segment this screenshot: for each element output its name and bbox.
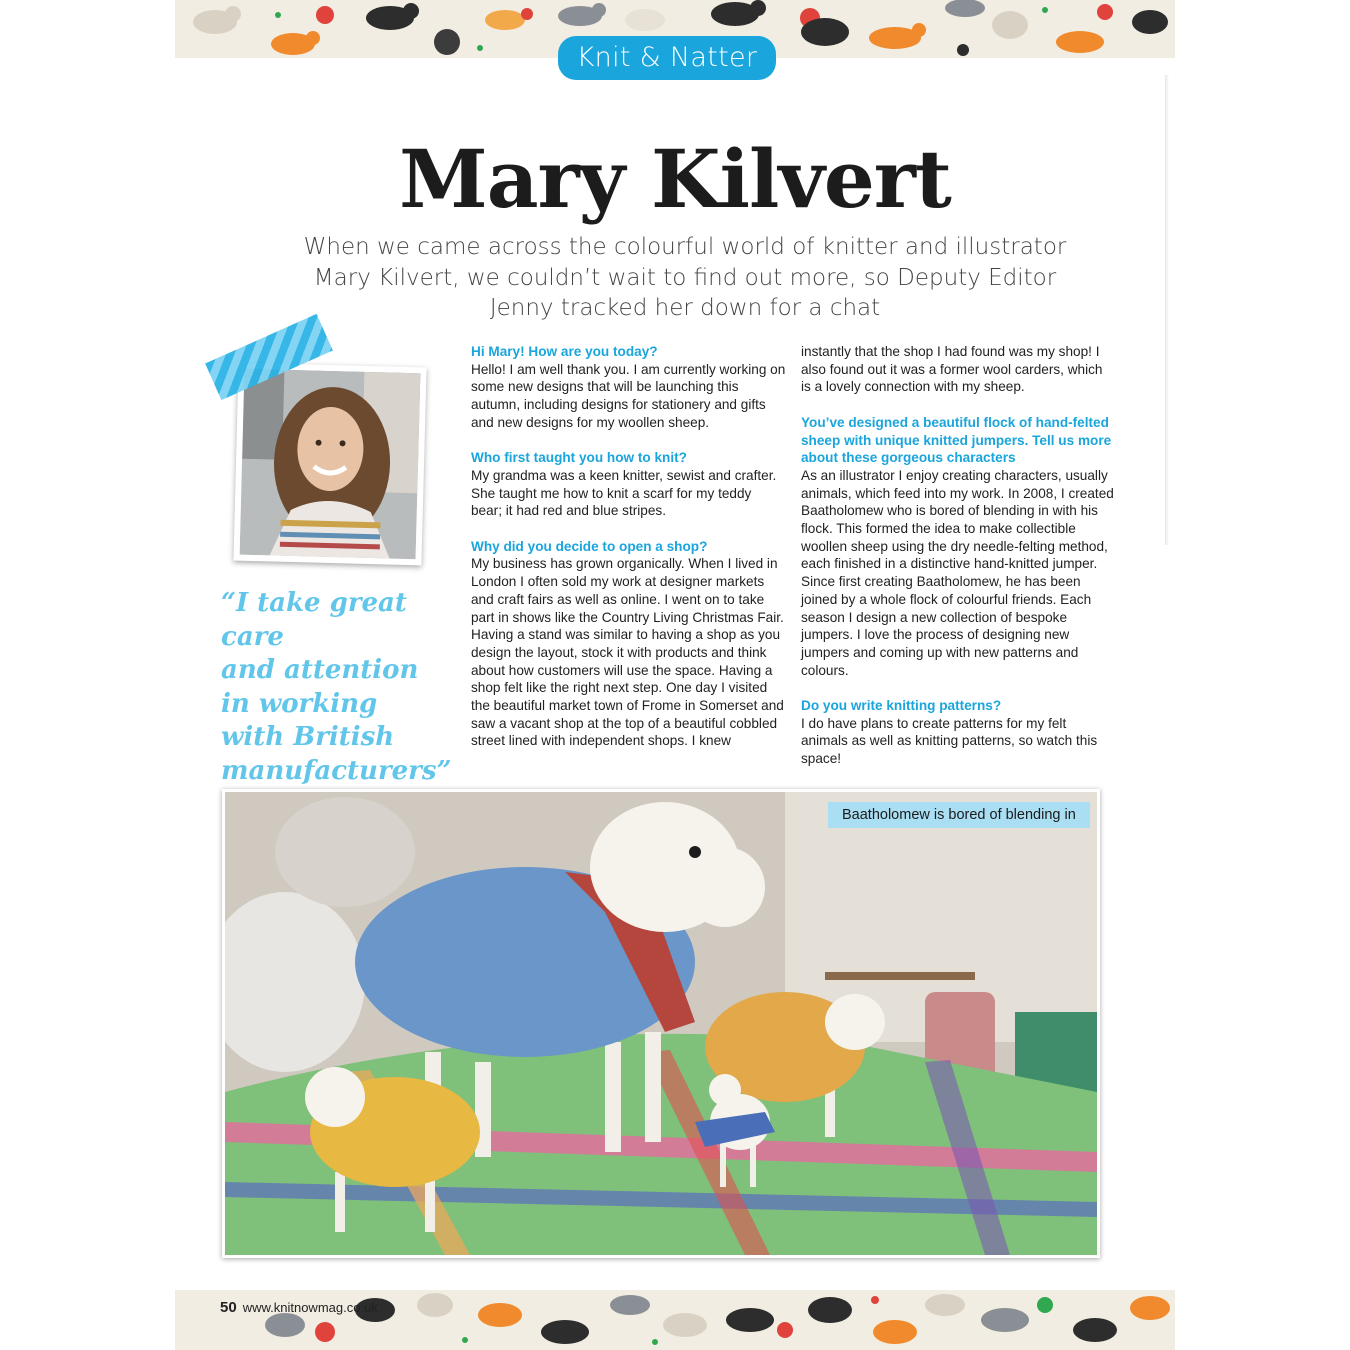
page-folio <box>220 1299 378 1316</box>
interview-question: Hi Mary! How are you today? <box>471 344 658 359</box>
interview-answer: Hello! I am well thank you. I am currently working on some new designs that will be launching this autumn, including designs for stationery and gifts and new designs for my woollen sheep. <box>471 361 786 430</box>
interview-answer: As an illustrator I enjoy creating characters, usually animals, which feed into my work. In 2008, I created Baatholomew who is bored of blending in with his flock. This formed the idea to make collectible woollen sheep using the dry needle-felting method, each finished in a distinctive hand-knitted jumper. Since first creating Baatholomew, he has been joined by a whole flock of colourful friends. Each season I design a new collection of bespoke jumpers. I love the process of designing new jumpers and coming up with new patterns and colours. <box>801 467 1114 678</box>
pull-quote-line: and attention <box>221 655 419 686</box>
page-number: 50 <box>220 1299 237 1316</box>
interview-question: Who first taught you how to knit? <box>471 450 687 466</box>
sheep-photo-frame <box>222 789 1100 1258</box>
interview-answer: instantly that the shop I had found was my shop! I also found out it was a former wool carders, which is a lovely connection with my sheep. <box>801 344 1103 395</box>
magazine-url: www.knitnowmag.co.uk <box>242 1300 378 1315</box>
cat-pattern-band-bottom <box>175 1290 1175 1350</box>
article-standfirst: When we came across the colourful world of knitter and illustrator Mary Kilvert, we couldn’t wait to find out more, so Deputy Editor Jenny tracked her down for a chat <box>303 234 1067 321</box>
photo-caption: Baatholomew is bored of blending in <box>828 802 1090 828</box>
pull-quote-line: in working <box>221 688 378 719</box>
interview-answer: My grandma was a keen knitter, sewist and crafter. She taught me how to knit a scarf for my teddy bear; it had red and blue stripes. <box>471 467 777 519</box>
portrait-photo <box>240 369 421 560</box>
article-column-1 <box>471 343 786 750</box>
pull-quote-line: with British <box>221 722 395 753</box>
pull-quote <box>221 587 451 789</box>
article-column-2 <box>801 343 1116 768</box>
pull-quote-line: manufacturers” <box>221 755 452 786</box>
interview-answer: My business has grown organically. When I lived in London I often sold my work at designer markets and craft fairs as well as online. I went on to take part in shows like the Country Living Christmas Fair. Having a stand was similar to having a shop as you design the layout, stock it with products and think about how customers will use the space. Having a shop felt like the right next step. One day I visited the beautiful market town of Frome in Somerset and saw a vacant shop at the top of a beautiful cobbled street lined with independent shops. I knew <box>471 556 784 749</box>
section-tab: Knit & Natter with <box>558 36 776 80</box>
portrait-photo-frame <box>233 363 426 566</box>
felted-sheep-illustration <box>225 792 1097 1255</box>
interview-question: You’ve designed a beautiful flock of hand-felted sheep with unique knitted jumpers. Tell us more about these gorgeous characters <box>801 414 1112 466</box>
interview-question: Do you write knitting patterns? <box>801 698 1002 714</box>
portrait-illustration <box>240 369 421 560</box>
sheep-photo <box>225 792 1097 1255</box>
pull-quote-line: “I take great care <box>221 588 407 652</box>
interview-answer: I do have plans to create patterns for my felt animals as well as knitting patterns, so watch this space! <box>801 715 1098 767</box>
magazine-page <box>175 0 1175 1350</box>
article-title: Mary Kilvert <box>399 132 951 226</box>
interview-question: Why did you decide to open a shop? <box>471 538 708 554</box>
